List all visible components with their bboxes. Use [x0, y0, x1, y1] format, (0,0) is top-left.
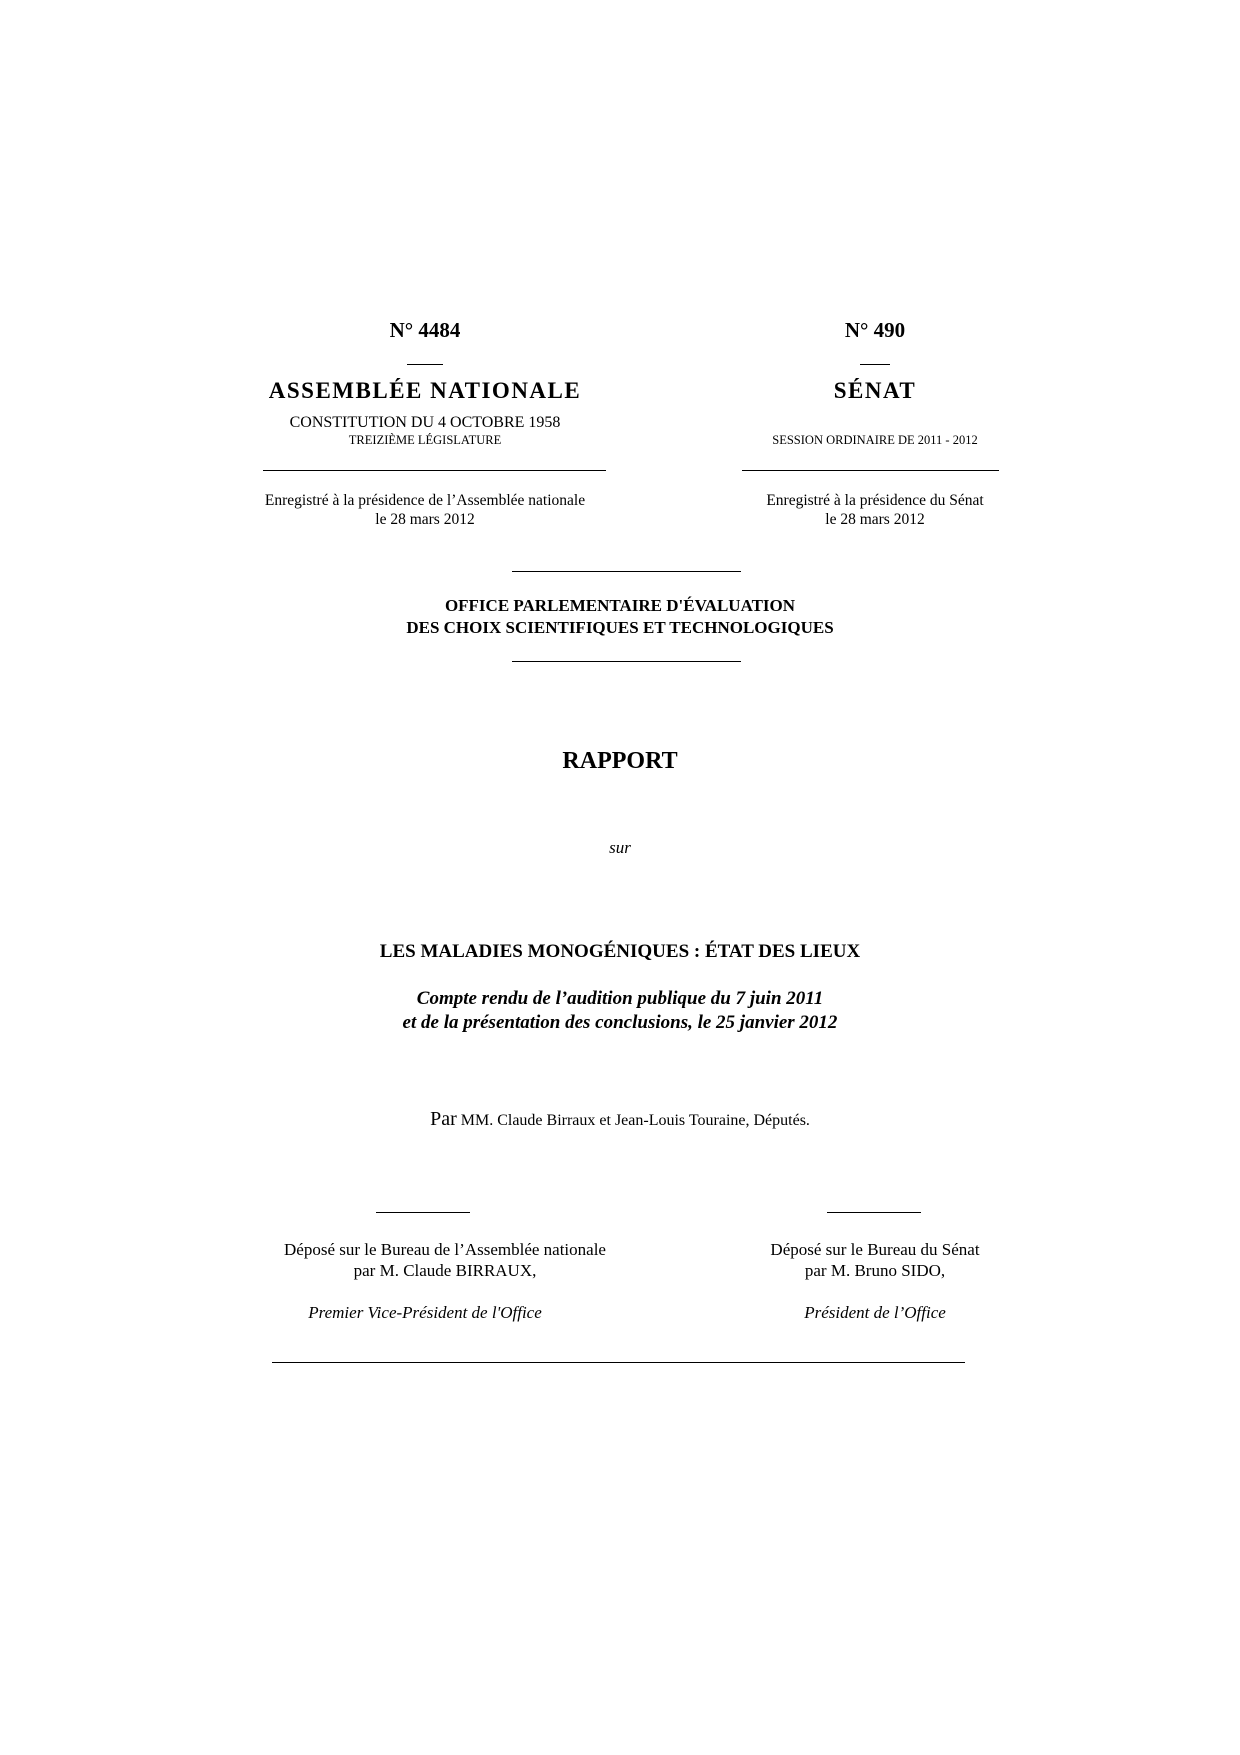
assemblee-number-rule [407, 364, 443, 365]
office-line1: OFFICE PARLEMENTAIRE D'ÉVALUATION [444, 596, 796, 615]
senat-chamber: SÉNAT [833, 378, 917, 403]
legislature-line: TREIZIÈME LÉGISLATURE [348, 433, 502, 447]
assemblee-deposit-line1: Déposé sur le Bureau de l’Assemblée nationale [284, 1240, 606, 1259]
session-line: SESSION ORDINAIRE DE 2011 - 2012 [772, 433, 978, 447]
report-title: RAPPORT [562, 748, 678, 774]
constitution-line: CONSTITUTION DU 4 OCTOBRE 1958 [289, 414, 561, 431]
report-subject: LES MALADIES MONOGÉNIQUES : ÉTAT DES LIEUX [379, 941, 861, 962]
report-subtitle-line1: Compte rendu de l’audition publique du 7 juin 2011 [416, 988, 824, 1009]
authors-names: MM. Claude Birraux et Jean-Louis Touraine, Députés. [456, 1112, 810, 1129]
footer-rule [272, 1362, 965, 1363]
report-subtitle-line2: et de la présentation des conclusions, le 25 janvier 2012 [402, 1012, 838, 1033]
authors-prefix: Par [430, 1108, 457, 1130]
assemblee-deposit-line2: par M. Claude BIRRAUX, [353, 1261, 537, 1280]
senat-registered-line2: le 28 mars 2012 [825, 511, 925, 528]
assemblee-number: N° 4484 [389, 318, 461, 342]
right-header-rule [742, 470, 999, 471]
senat-deposit-line1: Déposé sur le Bureau du Sénat [770, 1240, 980, 1259]
assemblee-registered-line1: Enregistré à la présidence de l’Assemblée nationale [264, 492, 586, 509]
senat-deposit-role: Président de l’Office [804, 1303, 946, 1322]
assemblee-deposit-role: Premier Vice-Président de l'Office [308, 1303, 542, 1322]
senat-number-rule [860, 364, 890, 365]
senat-deposit-line2: par M. Bruno SIDO, [804, 1261, 946, 1280]
right-deposit-rule [827, 1212, 921, 1213]
report-authors [220, 1108, 1020, 1131]
report-sur: sur [609, 838, 631, 857]
office-rule-top [512, 571, 741, 572]
assemblee-chamber: ASSEMBLÉE NATIONALE [268, 378, 582, 403]
left-header-rule [263, 470, 606, 471]
left-deposit-rule [376, 1212, 470, 1213]
office-line2: DES CHOIX SCIENTIFIQUES ET TECHNOLOGIQUES [406, 618, 834, 637]
senat-number: N° 490 [844, 318, 906, 342]
office-rule-bottom [512, 661, 741, 662]
senat-registered-line1: Enregistré à la présidence du Sénat [766, 492, 984, 509]
assemblee-registered-line2: le 28 mars 2012 [375, 511, 475, 528]
